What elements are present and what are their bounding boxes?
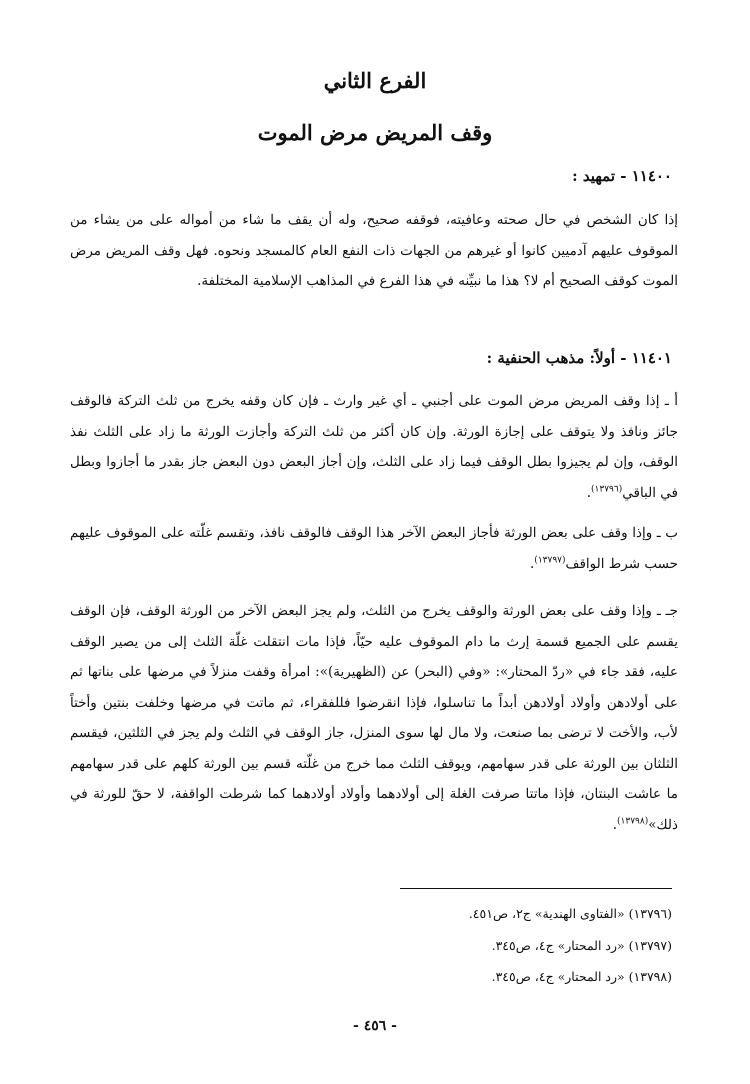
section-heading-hanafi: ١١٤٠١ - أولاً: مذهب الحنفية : bbox=[486, 349, 672, 367]
paragraph-intro: إذا كان الشخص في حال صحته وعافيته، فوقفه صحيح، وله أن يقف ما شاء من أمواله على من يشاء من الموقوف عليهم آدميين كانوا أو غيرهم من الجهات ذات النفع العام كالمسجد ونحوه. فهل وقف المريض مرض الموت كوقف الصحيح أم لا؟ هذا ما نبيِّنه في هذا الفرع في المذاهب الإسلامية المختلفة. bbox=[70, 212, 678, 289]
footnote-ref: (١٣٧٩٨) bbox=[617, 816, 649, 826]
page-title: الفرع الثاني bbox=[323, 68, 427, 93]
footnote-ref: (١٣٧٩٧) bbox=[534, 555, 566, 565]
page-number: - ٤٥٦ - bbox=[353, 1018, 397, 1034]
paragraph-hanafi-c: جـ ـ وإذا وقف على بعض الورثة والوقف يخرج من الثلث، ولم يجز البعض الآخر من الورثة الوقف، فإن الوقف يقسم على الجميع قسمة إرث ما دام الموقوف عليه حيّاً، فإذا مات انتقلت غلّة الثلث إلى من يصير الوقف عليه، فقد جاء في «ردّ المحتار»: «وفي (البحر) عن (الظهيرية)»: امرأة وقفت منزلاً في مرضها على بناتها ثم على أولادهن وأولاد أولادهن أبداً ما تناسلوا، فإذا انقرضوا فللفقراء، ثم ماتت في مرضها وخلفت بنتين وأختاً لأب، والأخت لا ترضى بما صنعت، ولا مال لها سوى المنزل، جاز الوقف في الثلث ولم يجز في الثلثين، فيقسم الثلثان بين الورثة على قدر سهامهم، ويوقف الثلث مما خرج من غلّته قسم بين الورثة كلهم على قدر سهامهم ما عاشت البنتان، فإذا ماتتا صرفت الغلة إلى أولادهما وأولاد أولادهما كما شرطت الواقفة، لا حقّ للورثة في ذلك»$^{(١٣٧٩٨)}$. bbox=[70, 603, 678, 833]
page-subtitle: وقف المريض مرض الموت bbox=[257, 120, 493, 145]
paragraph-text: جـ ـ وإذا وقف على بعض الورثة والوقف يخرج من الثلث، ولم يجز البعض الآخر من الورثة الوقف، فإن الوقف يقسم على الجميع قسمة إرث ما دام الموقوف عليه حيّاً، فإذا مات انتقلت غلّة الثلث إلى من يصير الوقف عليه، فقد جاء في «ردّ المحتار»: «وفي (البحر) عن (الظهيرية)»: امرأة وقفت منزلاً في مرضها على بناتها ثم على أولادهن وأولاد أولادهن أبداً ما تناسلوا، فإذا انقرضوا فللفقراء، ثم ماتت في مرضها وخلفت بنتين وأختاً لأب، والأخت لا ترضى بما صنعت، ولا مال لها سوى المنزل، جاز الوقف في الثلث ولم يجز في الثلثين، فيقسم الثلثان بين الورثة على قدر سهامهم، ويوقف الثلث مما خرج من غلّته قسم بين الورثة كلهم على قدر سهامهم ما عاشت البنتان، فإذا ماتتا صرفت الغلة إلى أولادهما وأولاد أولادهما كما شرطت الواقفة، لا حقّ للورثة في ذلك» bbox=[70, 603, 678, 833]
footnotes bbox=[72, 898, 672, 993]
paragraph-text: أ ـ إذا وقف المريض مرض الموت على أجنبي ـ أي غير وارث ـ فإن كان وقفه يخرج من ثلث التركة فالوقف جائز ونافذ ولا يتوقف على إجازة الورثة. وإن كان أكثر من ثلث التركة وأجازت الورثة ما زاد على الثلث نفذ الوقف، وإن لم يجيزوا بطل الوقف فيما زاد على الثلث، وإن أجاز البعض دون البعض جاز بقدر ما أجازوا وبطل في الباقي bbox=[70, 393, 678, 501]
paragraph-hanafi-b: ب ـ وإذا وقف على بعض الورثة فأجاز البعض الآخر هذا الوقف فالوقف نافذ، وتقسم غلّته على الموقوف عليهم حسب شرط الواقف$^{(١٣٧٩٧)}$. bbox=[70, 525, 678, 572]
section-heading-intro: ١١٤٠٠ - تمهيد : bbox=[572, 167, 672, 185]
paragraph-hanafi-a: أ ـ إذا وقف المريض مرض الموت على أجنبي ـ أي غير وارث ـ فإن كان وقفه يخرج من ثلث التركة فالوقف جائز ونافذ ولا يتوقف على إجازة الورثة. وإن كان أكثر من ثلث التركة وأجازت الورثة ما زاد على الثلث نفذ الوقف، وإن لم يجيزوا بطل الوقف فيما زاد على الثلث، وإن أجاز البعض دون البعض جاز بقدر ما أجازوا وبطل في الباقي$^{(١٣٧٩٦)}$. bbox=[70, 393, 678, 501]
footnote: (١٣٧٩٦) «الفتاوى الهندية» ج٢، ص٤٥١. bbox=[468, 906, 672, 921]
footnote-ref: (١٣٧٩٦) bbox=[591, 484, 623, 494]
footnote: (١٣٧٩٧) «رد المحتار» ج٤، ص٣٤٥. bbox=[491, 937, 672, 953]
paragraph-text: ب ـ وإذا وقف على بعض الورثة فأجاز البعض الآخر هذا الوقف فالوقف نافذ، وتقسم غلّته على الموقوف عليهم حسب شرط الواقف bbox=[70, 525, 678, 572]
footnote-divider bbox=[400, 888, 672, 889]
footnote: (١٣٧٩٨) «رد المحتار» ج٤، ص٣٤٥. bbox=[491, 969, 672, 984]
